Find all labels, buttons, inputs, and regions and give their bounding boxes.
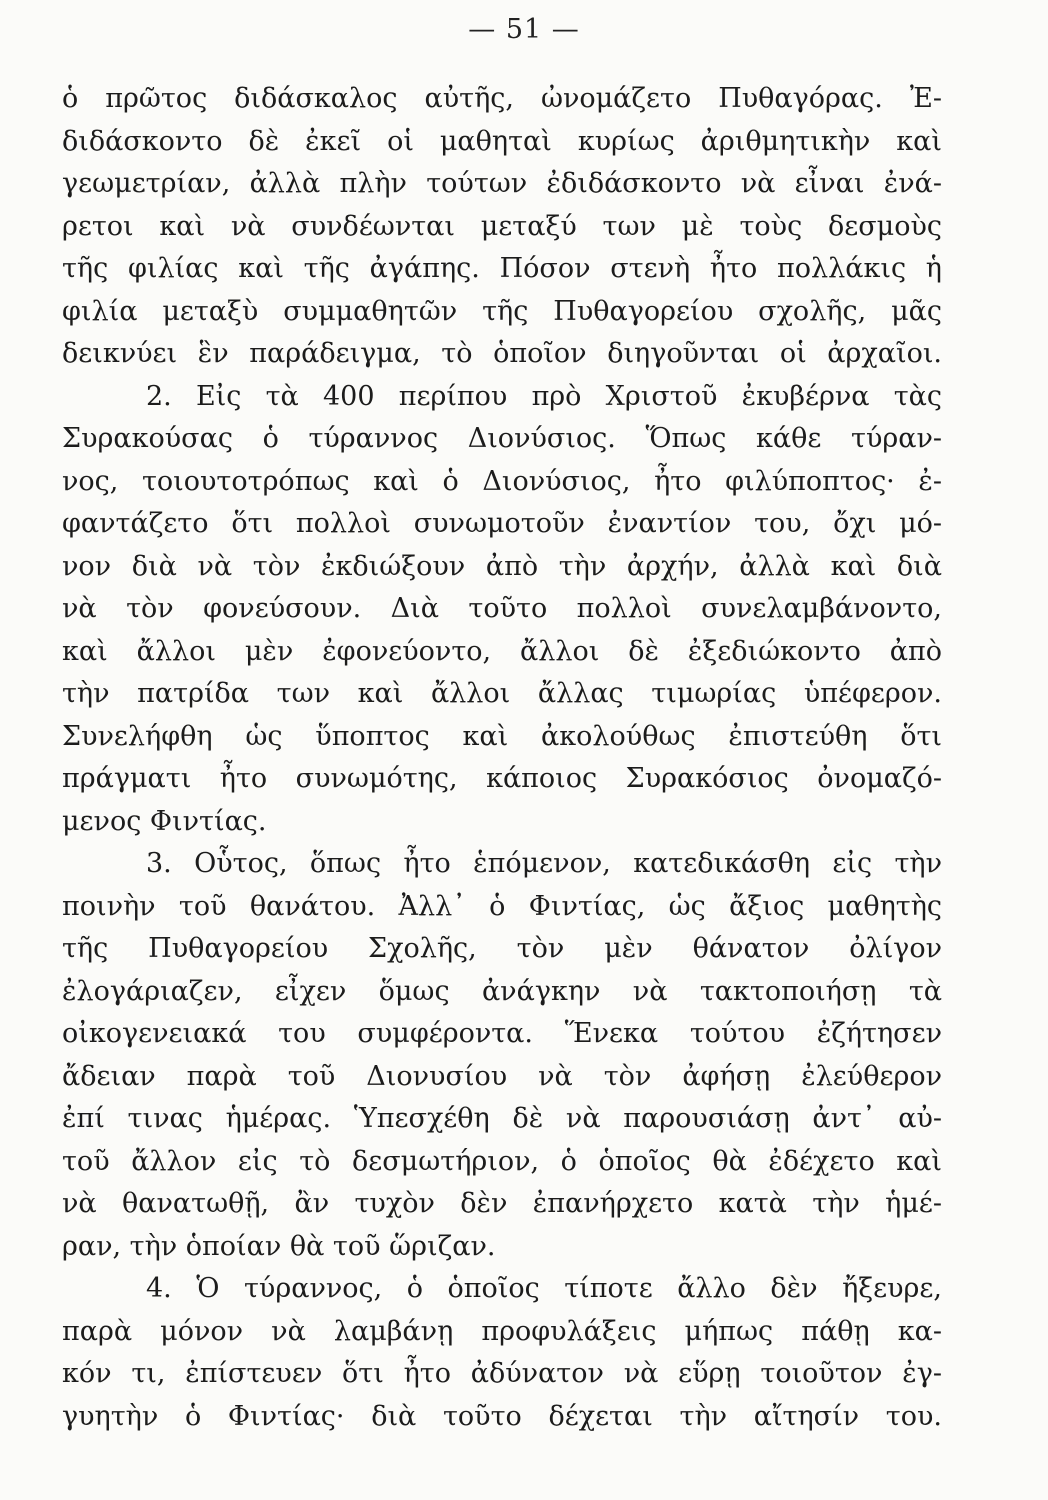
text-line: δεικνύει ἓν παράδειγμα, τὸ ὁποῖον διηγοῦνται οἱ ἀρχαῖοι. [62,338,942,369]
text-line: φιλία μεταξὺ συμμαθητῶν τῆς Πυθαγορείου σχολῆς, μᾶς [62,295,942,327]
text-line: ἐλογάριαζεν, εἶχεν ὅμως ἀνάγκην νὰ τακτοποιήσῃ τὰ [62,975,942,1007]
text-line: τοῦ ἄλλον εἰς τὸ δεσμωτήριον, ὁ ὁποῖος θὰ ἐδέχετο καὶ [62,1145,942,1177]
text-line: ἄδειαν παρὰ τοῦ Διονυσίου νὰ τὸν ἀφήσῃ ἐλεύθερον [62,1060,942,1092]
paragraph-start-line: 4. Ὁ τύραννος, ὁ ὁποῖος τίποτε ἄλλο δὲν ἤξευρε, [146,1273,942,1304]
text-line: γυητὴν ὁ Φιντίας· διὰ τοῦτο δέχεται τὴν αἴτησίν του. [62,1400,942,1432]
paragraph-start-line: 3. Οὗτος, ὅπως ἦτο ἑπόμενον, κατεδικάσθη εἰς τὴν [146,848,942,879]
text-line: καὶ ἄλλοι μὲν ἐφονεύοντο, ἄλλοι δὲ ἐξεδιώκοντο ἀπὸ [62,635,942,667]
text-line: νον διὰ νὰ τὸν ἐκδιώξουν ἀπὸ τὴν ἀρχήν, ἀλλὰ καὶ διὰ [62,550,942,582]
paragraph-start-line: 2. Εἰς τὰ 400 περίπου πρὸ Χριστοῦ ἐκυβέρνα τὰς [146,380,942,412]
text-line: οἰκογενειακά του συμφέροντα. Ἕνεκα τούτου ἐζήτησεν [62,1018,942,1049]
text-line: πράγματι ἦτο συνωμότης, κάποιος Συρακόσιος ὀνομαζό- [62,763,942,794]
text-line: παρὰ μόνον νὰ λαμβάνῃ προφυλάξεις μήπως πάθῃ κα- [62,1315,942,1347]
text-line: Συρακούσας ὁ τύραννος Διονύσιος. Ὅπως κάθε τύραν- [62,423,942,454]
text-line: φαντάζετο ὅτι πολλοὶ συνωμοτοῦν ἐναντίον του, ὄχι μό- [62,508,942,539]
text-line: ποινὴν τοῦ θανάτου. Ἀλλ᾽ ὁ Φιντίας, ὡς ἄξιος μαθητὴς [62,890,942,922]
text-line: νος, τοιουτοτρόπως καὶ ὁ Διονύσιος, ἦτο φιλύποπτος· ἐ- [62,465,942,497]
text-line: τὴν πατρίδα των καὶ ἄλλοι ἄλλας τιμωρίας ὑπέφερον. [62,678,942,709]
paragraph-end-line: μενος Φιντίας. [62,805,267,837]
text-line: νὰ θανατωθῇ, ἂν τυχὸν δὲν ἐπανήρχετο κατὰ τὴν ἡμέ- [62,1188,942,1219]
text-line: ρετοι καὶ νὰ συνδέωνται μεταξύ των μὲ τοὺς δεσμοὺς [62,210,942,242]
text-line: γεωμετρίαν, ἀλλὰ πλὴν τούτων ἐδιδάσκοντο νὰ εἶναι ἐνά- [62,168,942,199]
paragraph-end-line: ραν, τὴν ὁποίαν θὰ τοῦ ὥριζαν. [62,1230,496,1262]
text-line: κόν τι, ἐπίστευεν ὅτι ἦτο ἀδύνατον νὰ εὕρῃ τοιοῦτον ἐγ- [62,1358,942,1389]
text-line: Συνελήφθη ὡς ὕποπτος καὶ ἀκολούθως ἐπιστεύθη ὅτι [62,720,942,752]
body-text [62,78,942,1438]
text-line: διδάσκοντο δὲ ἐκεῖ οἱ μαθηταὶ κυρίως ἀριθμητικὴν καὶ [62,125,942,157]
text-line: ἐπί τινας ἡμέρας. Ὑπεσχέθη δὲ νὰ παρουσιάσῃ ἀντ᾽ αὐ- [62,1103,942,1134]
text-line: ὁ πρῶτος διδάσκαλος αὐτῆς, ὠνομάζετο Πυθαγόρας. Ἐ- [62,83,942,114]
text-line: νὰ τὸν φονεύσουν. Διὰ τοῦτο πολλοὶ συνελαμβάνοντο, [62,593,942,624]
page-number: — 51 — [468,14,580,45]
text-line: τῆς φιλίας καὶ τῆς ἀγάπης. Πόσον στενὴ ἦτο πολλάκις ἡ [62,253,942,284]
text-line: τῆς Πυθαγορείου Σχολῆς, τὸν μὲν θάνατον ὀλίγον [62,933,942,964]
